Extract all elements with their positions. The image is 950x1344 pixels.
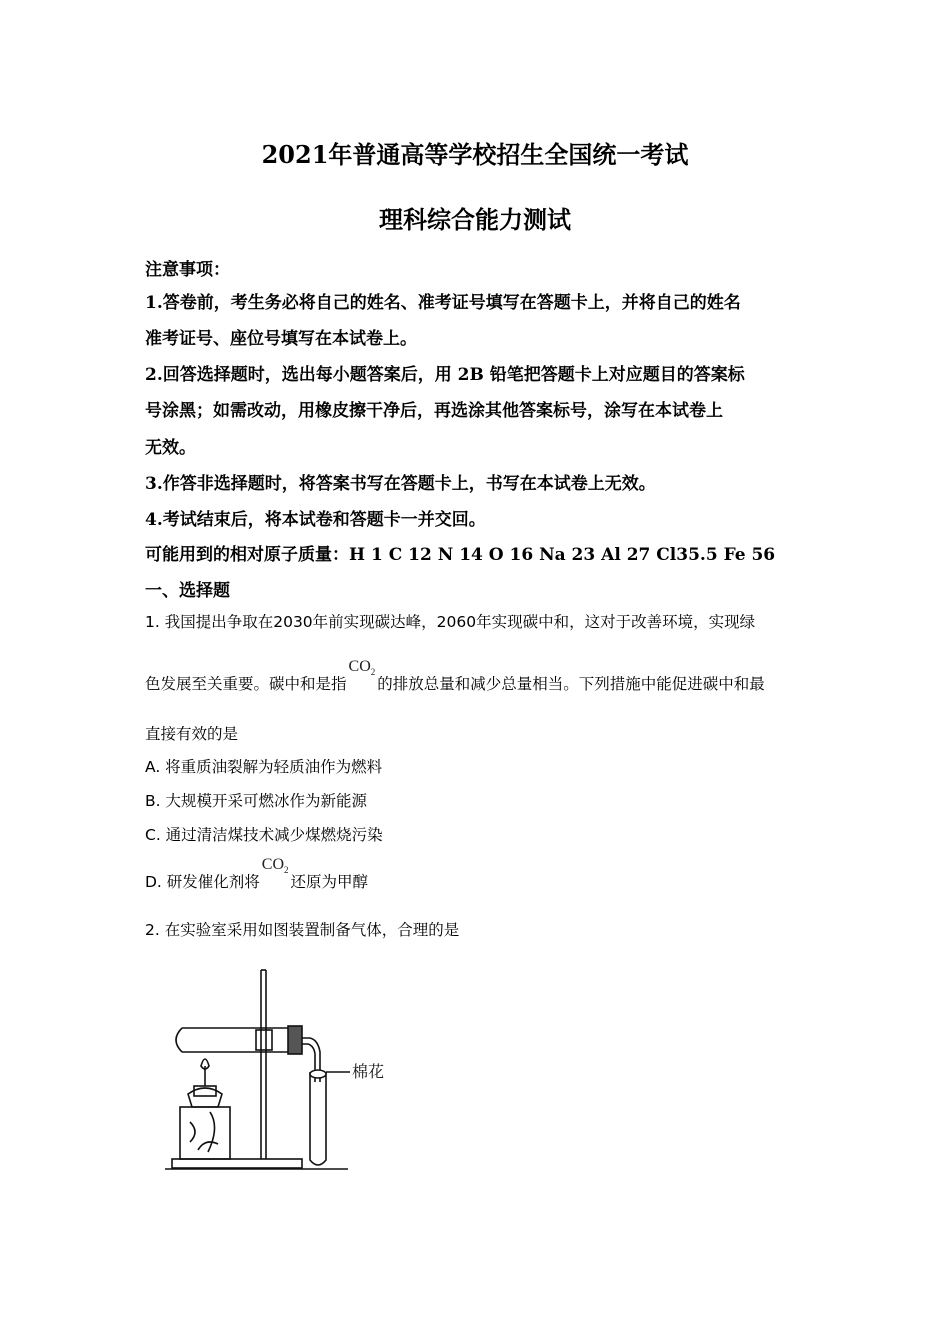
q1-line2-pre: 色发展至关重要。碳中和是指 (145, 675, 347, 693)
q2-stem: 2. 在实验室采用如图装置制备气体，合理的是 (145, 921, 460, 939)
atomic-mass-line: 可能用到的相对原子质量：H 1 C 12 N 14 O 16 Na 23 Al 27 Cl35.5 Fe 56 (145, 545, 776, 565)
notice-line: 准考证号、座位号填写在本试卷上。 (145, 329, 417, 349)
q1-line2-post: 的排放总量和减少总量相当。下列措施中能促进碳中和最 (377, 675, 765, 693)
q1-line: 直接有效的是 (145, 725, 239, 743)
q1-option-d: D. 研发催化剂将$CO_2$还原为甲醇 (145, 856, 369, 891)
notice-line: 1.答卷前，考生务必将自己的姓名、准考证号填写在答题卡上，并将自己的姓名 (145, 293, 741, 313)
notice-line: 2.回答选择题时，选出每小题答案后，用 2B 铅笔把答题卡上对应题目的答案标 (145, 365, 745, 385)
q1-line (145, 658, 815, 695)
notice-line: 4.考试结束后，将本试卷和答题卡一并交回。 (145, 510, 486, 530)
q1-option-c: C. 通过清洁煤技术减少煤燃烧污染 (145, 826, 383, 844)
cotton-label: 棉花 (352, 1062, 385, 1081)
q1-line: 1. 我国提出争取在2030年前实现碳达峰，2060年实现碳中和，这对于改善环境，实现绿 (145, 613, 756, 631)
section-title: 一、选择题 (145, 581, 230, 601)
notice-line: 号涂黑；如需改动，用橡皮擦干净后，再选涂其他答案标号，涂写在本试卷上 (145, 401, 723, 421)
apparatus-figure (160, 962, 410, 1177)
co2-formula: $CO_2$ (261, 856, 289, 876)
q1-option-a: A. 将重质油裂解为轻质油作为燃料 (145, 758, 383, 776)
co2-formula: $CO_2$ (348, 658, 376, 678)
q1-option-b: B. 大规模开采可燃冰作为新能源 (145, 792, 367, 810)
notice-line: 3.作答非选择题时，将答案书写在答题卡上，书写在本试卷上无效。 (145, 474, 656, 494)
exam-subtitle: 理科综合能力测试 (379, 205, 571, 234)
notice-heading: 注意事项： (145, 260, 230, 280)
notice-line: 无效。 (145, 438, 196, 458)
exam-title: 2021年普通高等学校招生全国统一考试 (261, 140, 689, 169)
